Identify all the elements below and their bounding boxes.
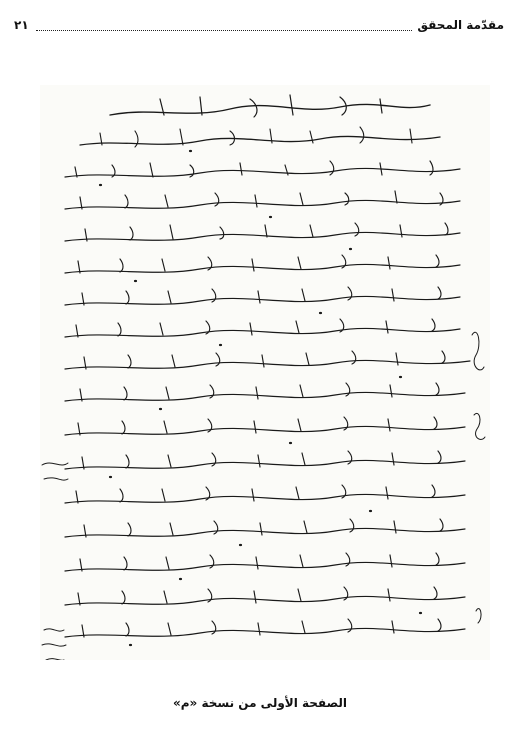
chapter-title: مقدّمة المحقق: [417, 18, 504, 32]
manuscript-image: [40, 85, 490, 660]
leader-dots: [36, 30, 412, 31]
page-number: ٢١: [14, 18, 29, 32]
image-caption: الصفحة الأولى من نسخة «م»: [172, 696, 348, 710]
page-header: [14, 18, 504, 42]
handwriting-svg: [40, 85, 490, 660]
